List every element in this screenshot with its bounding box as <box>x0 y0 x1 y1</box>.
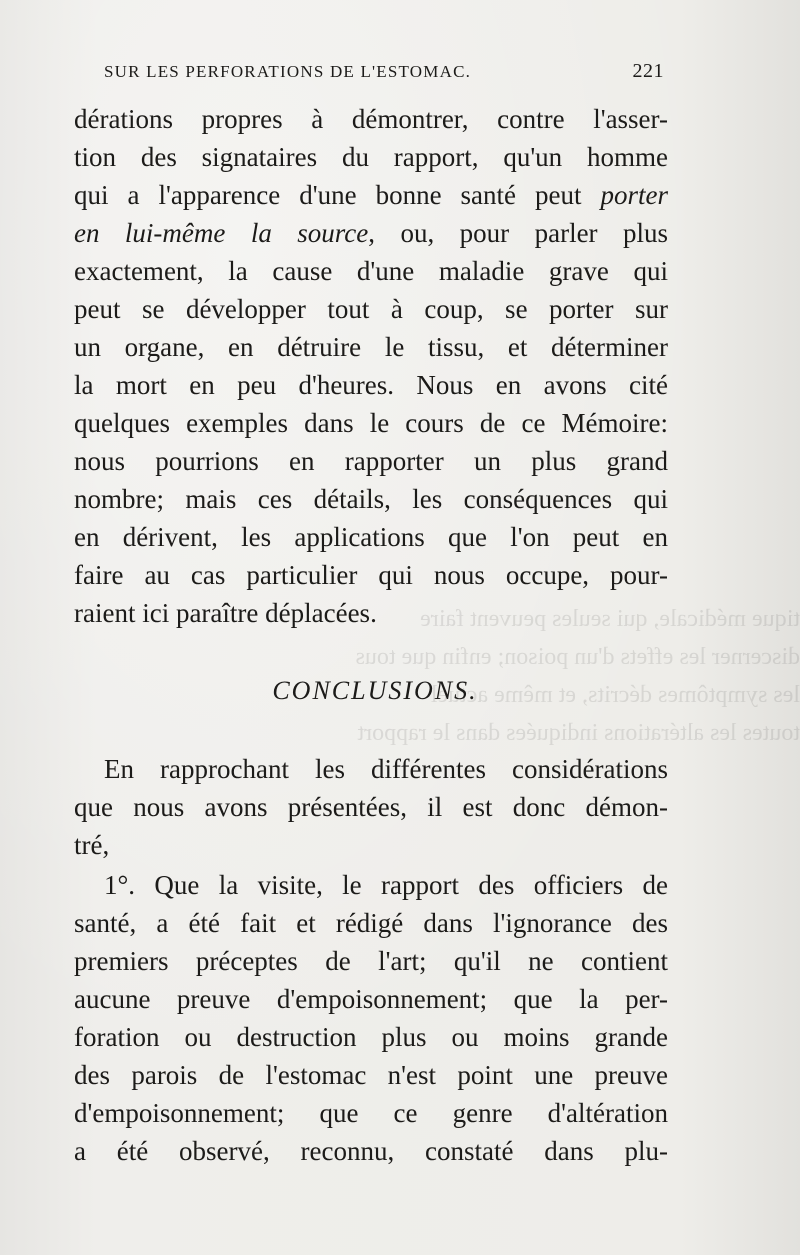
text-line: premiers préceptes de l'art; qu'il ne contient <box>74 946 668 976</box>
text-line: raient ici paraître déplacées. <box>74 598 377 628</box>
text-line: tré, <box>74 830 110 860</box>
text-line: en dérivent, les applications que l'on peut en <box>74 522 668 552</box>
text-line: un organe, en détruire le tissu, et déterminer <box>74 332 668 362</box>
italic-text: en lui-même la source <box>74 218 369 248</box>
text-line: des parois de l'estomac n'est point une preuve <box>74 1060 668 1090</box>
running-head-title: SUR LES PERFORATIONS DE L'ESTOMAC. <box>104 62 472 81</box>
text-line <box>74 176 668 214</box>
italic-text: porter <box>600 180 668 210</box>
text-line: quelques exemples dans le cours de ce Mémoire: <box>74 408 668 438</box>
text-line: foration ou destruction plus ou moins grande <box>74 1022 668 1052</box>
text-line: nombre; mais ces détails, les conséquences qui <box>74 484 668 514</box>
text-line: que nous avons présentées, il est donc démon- <box>74 792 668 822</box>
text-line: dérations propres à démontrer, contre l'asser- <box>74 104 668 134</box>
text-line: la mort en peu d'heures. Nous en avons cité <box>74 370 668 400</box>
text-line: aucune preuve d'empoisonnement; que la per- <box>74 984 668 1014</box>
text-line: peut se développer tout à coup, se porter sur <box>74 294 668 324</box>
text-line: nous pourrions en rapporter un plus grand <box>74 446 668 476</box>
text-line: santé, a été fait et rédigé dans l'ignorance des <box>74 908 668 938</box>
running-head <box>104 58 664 90</box>
show-through-texture: tique médicale, qui seules peuvent faire discerner les effets d'un poison; enfin que tous les symptômes décrits, et même actuel toutes les altérations indiquées dans le rapport <box>355 606 800 746</box>
page-number: 221 <box>632 60 664 82</box>
text-line: d'empoisonnement; que ce genre d'altération <box>74 1098 668 1128</box>
text-line <box>74 214 668 252</box>
text-line: exactement, la cause d'une maladie grave qui <box>74 256 668 286</box>
text-span: , ou, pour parler plus <box>368 218 668 248</box>
text-line: faire au cas particulier qui nous occupe, pour- <box>74 560 668 590</box>
text-line: 1°. Que la visite, le rapport des officiers de <box>104 870 668 900</box>
section-heading: CONCLUSIONS. <box>272 676 478 705</box>
text-span: qui a l'apparence d'une bonne santé peut <box>74 180 601 210</box>
text-line: En rapprochant les différentes considérations <box>104 754 668 784</box>
text-line: a été observé, reconnu, constaté dans plu- <box>74 1136 668 1166</box>
text-line: tion des signataires du rapport, qu'un homme <box>74 142 668 172</box>
